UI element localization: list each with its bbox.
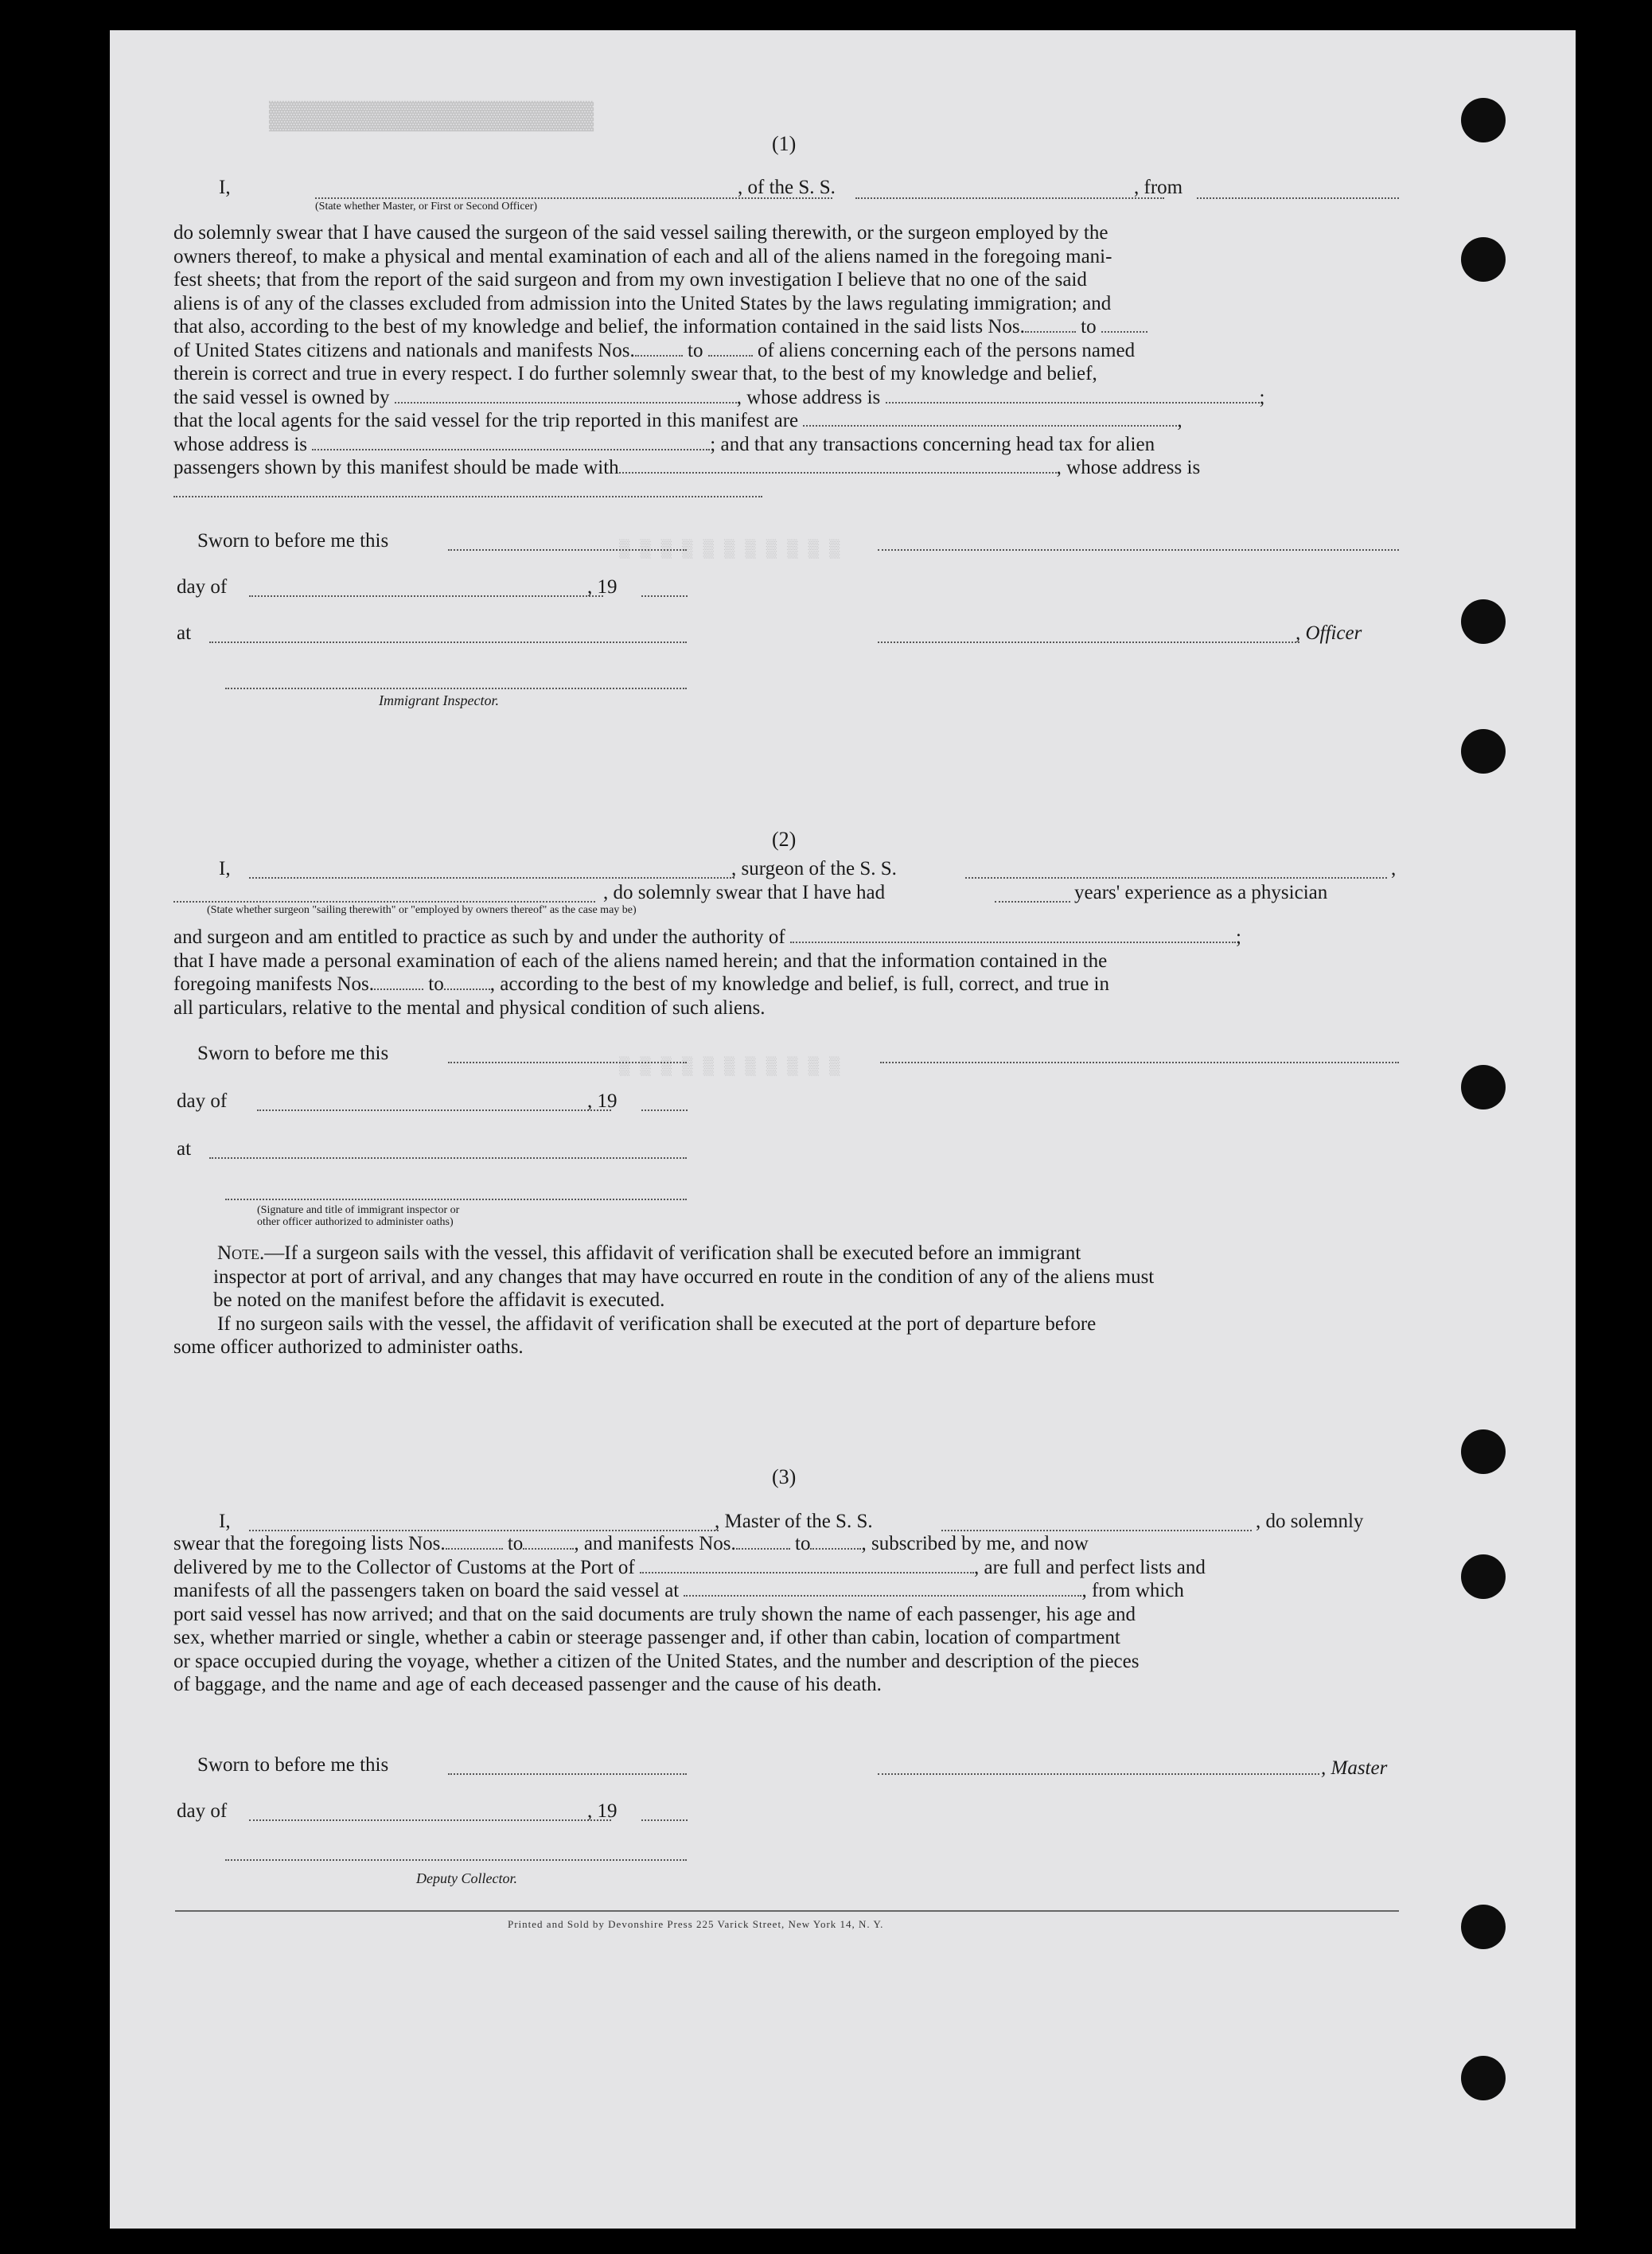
sworn-label-1: Sworn to before me this (197, 530, 389, 552)
para-line: , and manifests Nos. (574, 1533, 736, 1554)
para-line: , whose address is (736, 386, 881, 408)
section-1-number: (1) (772, 132, 797, 155)
note-line: inspector at port of arrival, and any changes that may have occurred en route in the condition of any of the aliens must (213, 1265, 1155, 1288)
note-label: Note. (217, 1242, 265, 1264)
master-vessel-field[interactable] (941, 1530, 1252, 1531)
inspector-signature-field-1[interactable] (225, 688, 687, 689)
at-field-1[interactable] (209, 641, 687, 643)
local-agents-field[interactable] (803, 411, 1177, 427)
para-line: and surgeon and am entitled to practice as such by and under the authority of (173, 926, 785, 948)
punch-hole (1461, 1429, 1506, 1474)
section-3-paragraph (173, 1532, 1399, 1697)
agents-address-field[interactable] (312, 435, 710, 450)
lists-from-field-3[interactable] (446, 1534, 503, 1550)
year-field-1[interactable] (641, 595, 688, 597)
punch-hole (1461, 1905, 1506, 1949)
note-line: some officer authorized to administer oaths. (173, 1336, 524, 1358)
vessel-name-field[interactable] (855, 197, 1164, 199)
surgeon-type-field[interactable] (173, 901, 595, 903)
day-field-2[interactable] (257, 1109, 611, 1111)
owner-address-field[interactable] (886, 388, 1260, 404)
master-label: , Master (1321, 1757, 1388, 1779)
section-1-paragraph: do solemnly swear that I have caused the surgeon of the said vessel sailing therewith, or the surgeon employed by the owners thereof, to make a physical and mental examination of each and all of the aliens named in the foregoing mani- fest sheets; that from the report of the said surgeon and from my own investigation I believe that no one of the said aliens is of any of the classes excluded from admission into the United States by the laws regulating immigration; and that also, according to the best of my knowledge and belief, the information contained in the said lists Nos. to of United States citizens and nationals and manifests Nos. to of aliens concerning each of the persons named therein is correct and true in every respect. I do further solemnly swear that, to the best of my knowledge and belief, the said vessel is owned by , whose address is ; that the local agents for the said vessel for the trip reported in this manifest are , whose address is ; and that any transactions concerning head tax for alien passengers shown by this manifest should be made with , whose address is (173, 221, 1399, 503)
sworn-field-2[interactable] (448, 1062, 687, 1063)
surgeon-name-field[interactable] (249, 877, 734, 879)
from-port-field[interactable] (1197, 197, 1399, 199)
para-line: , whose address is (1056, 457, 1201, 478)
para-line: , from which (1081, 1580, 1184, 1601)
year-label-1: , 19 (587, 576, 618, 598)
para-line: aliens is of any of the classes excluded from admission into the United States by the laws regulating immigration; and (173, 292, 1112, 314)
sworn-field-3[interactable] (448, 1773, 687, 1775)
at-label-1: at (177, 622, 192, 644)
para-line: whose address is (173, 433, 308, 455)
from-label: , from (1134, 177, 1183, 198)
punch-hole (1461, 1554, 1506, 1599)
section-2-paragraph: and surgeon and am entitled to practice as such by and under the authority of ; that I have made a personal examination of each of the aliens named herein; and that the information contained in the foregoing manifests Nos. to , according to the best of my knowledge and belief, is full, correct, and true in all particulars, relative to the mental and physical condition of such aliens. (173, 926, 1399, 1020)
sworn-field-1[interactable] (448, 549, 687, 551)
boarding-port-field[interactable] (684, 1581, 1081, 1597)
years-field[interactable] (995, 901, 1070, 903)
para-line: swear that the foregoing lists Nos. (173, 1533, 446, 1554)
sig-note-1: (Signature and title of immigrant inspector or (257, 1204, 460, 1216)
years-label: years' experience as a physician (1074, 882, 1328, 903)
note-paragraph (173, 1242, 1399, 1359)
surgeon-state-note: (State whether surgeon "sailing therewith" or "employed by owners thereof" as the case may be) (207, 904, 637, 916)
para-line: of United States citizens and nationals and manifests Nos. (173, 339, 635, 361)
port-field[interactable] (640, 1558, 974, 1574)
note-line: be noted on the manifest before the affidavit is executed. (213, 1289, 665, 1311)
sig-note-2: other officer authorized to administer oaths) (257, 1216, 454, 1228)
to-label: to (428, 973, 444, 995)
para-line: sex, whether married or single, whether a cabin or steerage passenger and, if other than cabin, location of compartment (173, 1627, 1120, 1648)
manifest-verification-page (110, 30, 1576, 2229)
officer-label: , Officer (1295, 622, 1362, 644)
at-label-2: at (177, 1138, 192, 1160)
year-field-2[interactable] (641, 1109, 688, 1111)
printer-footer: Printed and Sold by Devonshire Press 225 Varick Street, New York 14, N. Y. (508, 1918, 884, 1930)
para-line: of baggage, and the name and age of each deceased passenger and the cause of his death. (173, 1674, 882, 1695)
manifests-to-field-3[interactable] (810, 1534, 861, 1550)
para-line: do solemnly swear that I have caused the surgeon of the said vessel sailing therewith, or the surgeon employed by the (173, 222, 1108, 244)
para-line: owners thereof, to make a physical and mental examination of each and all of the aliens named in the foregoing mani- (173, 245, 1112, 267)
para-line: that the local agents for the said vessel for the trip reported in this manifest are (173, 410, 799, 431)
of-ss-label: , of the S. S. (738, 177, 836, 198)
surgeon-manifests-to-field[interactable] (444, 974, 490, 990)
inspector-label-1: Immigrant Inspector. (379, 692, 499, 708)
day-of-label-1: day of (177, 576, 228, 598)
section-3-number: (3) (772, 1465, 797, 1488)
section-3-intro: I, (219, 1511, 231, 1532)
punch-hole (1461, 1065, 1506, 1109)
sworn-label-3: Sworn to before me this (197, 1754, 389, 1776)
para-line: , according to the best of my knowledge and belief, is full, correct, and true in (489, 973, 1109, 995)
surgeon-vessel-field[interactable] (965, 877, 1387, 879)
year-label-2: , 19 (587, 1090, 618, 1112)
head-tax-address-field[interactable] (173, 482, 762, 497)
bleed-through-mark: ▒ ▒ ▒ ▒ ▒ ▒ ▒ ▒ ▒ ▒ ▒ (619, 540, 840, 560)
punch-hole (1461, 599, 1506, 644)
bleed-through-mark: ▓▓▓▓▓▓▓▓▓▓▓▓▓▓▓▓▓▓▓▓ (269, 102, 594, 132)
deputy-label: Deputy Collector. (416, 1870, 517, 1886)
para-line: ; and that any transactions concerning head tax for alien (710, 433, 1155, 455)
para-line: or space occupied during the voyage, whether a citizen of the United States, and the number and description of the pieces (173, 1650, 1140, 1672)
manifests-from-field-3[interactable] (736, 1534, 790, 1550)
para-line: passengers shown by this manifest should be made with (173, 457, 619, 478)
punch-hole (1461, 98, 1506, 142)
solemnly-label: , do solemnly swear that I have had (603, 882, 886, 903)
master-state-note: (State whether Master, or First or Second Officer) (315, 201, 538, 213)
master-of-label: , Master of the S. S. (715, 1511, 873, 1532)
para-line: , subscribed by me, and now (861, 1533, 1089, 1554)
para-line: , are full and perfect lists and (974, 1556, 1206, 1578)
punch-hole (1461, 729, 1506, 774)
para-line: foregoing manifests Nos. (173, 973, 375, 995)
para-line: all particulars, relative to the mental and physical condition of such aliens. (173, 996, 766, 1019)
bleed-through-mark: ▒ ▒ ▒ ▒ ▒ ▒ ▒ ▒ ▒ ▒ ▒ (619, 1057, 840, 1077)
master-name-field-3[interactable] (249, 1530, 719, 1531)
officer-title-field[interactable] (878, 641, 1299, 643)
authority-field[interactable] (790, 927, 1236, 943)
year-field-3[interactable] (641, 1819, 688, 1821)
comma: , (1391, 858, 1397, 879)
lists-to-field[interactable] (1101, 317, 1147, 333)
day-of-label-3: day of (177, 1800, 228, 1822)
do-solemnly-label: , do solemnly (1256, 1511, 1364, 1532)
year-label-3: , 19 (587, 1800, 618, 1822)
day-of-label-2: day of (177, 1090, 228, 1112)
to-label: to (688, 339, 703, 361)
para-line: that also, according to the best of my knowledge and belief, the information contained in the said lists Nos. (173, 316, 1025, 337)
lists-to-field-3[interactable] (523, 1534, 574, 1550)
para-line: port said vessel has now arrived; and that on the said documents are truly shown the name of each passenger, his age and (173, 1603, 1136, 1625)
punch-hole (1461, 2056, 1506, 2100)
lists-from-field[interactable] (1025, 317, 1076, 333)
section-2-intro: I, (219, 858, 231, 879)
inspector-signature-field-2[interactable] (225, 1199, 687, 1200)
head-tax-party-field[interactable] (619, 458, 1057, 474)
surgeon-of-label: , surgeon of the S. S. (731, 858, 897, 879)
para-line: therein is correct and true in every respect. I do further solemnly swear that, to the best of my knowledge and belief, (173, 363, 1097, 384)
surgeon-manifests-from-field[interactable] (374, 974, 423, 990)
to-label: to (1081, 316, 1097, 337)
to-label: to (795, 1533, 811, 1554)
to-label: to (507, 1533, 524, 1554)
para-line: fest sheets; that from the report of the said surgeon and from my own investigation I believe that no one of the said (173, 269, 1087, 291)
para-line: manifests of all the passengers taken on board the said vessel at (173, 1580, 680, 1601)
deputy-signature-field[interactable] (225, 1859, 687, 1861)
officer-signature-field[interactable] (878, 549, 1399, 551)
surgeon-signature-field[interactable] (880, 1062, 1399, 1063)
manifests-from-field[interactable] (635, 341, 683, 357)
day-field-1[interactable] (249, 595, 603, 597)
day-field-3[interactable] (249, 1819, 611, 1821)
footer-rule (175, 1910, 1399, 1912)
manifests-to-field[interactable] (708, 341, 753, 357)
para-line: delivered by me to the Collector of Customs at the Port of (173, 1556, 635, 1578)
para-line: of aliens concerning each of the persons named (757, 339, 1136, 361)
owner-field[interactable] (395, 388, 737, 404)
at-field-2[interactable] (209, 1157, 687, 1159)
master-signature-field[interactable] (878, 1773, 1319, 1775)
note-line: If no surgeon sails with the vessel, the affidavit of verification shall be executed at the port of departure before (217, 1312, 1097, 1335)
section-1-intro: I, (219, 177, 231, 198)
sworn-label-2: Sworn to before me this (197, 1043, 389, 1064)
section-2-number: (2) (772, 828, 797, 851)
punch-hole (1461, 237, 1506, 282)
para-line: the said vessel is owned by (173, 386, 390, 408)
note-line: —If a surgeon sails with the vessel, this affidavit of verification shall be executed before an immigrant (264, 1242, 1081, 1264)
para-line: that I have made a personal examination of each of the aliens named herein; and that the information contained in the (173, 950, 1108, 972)
